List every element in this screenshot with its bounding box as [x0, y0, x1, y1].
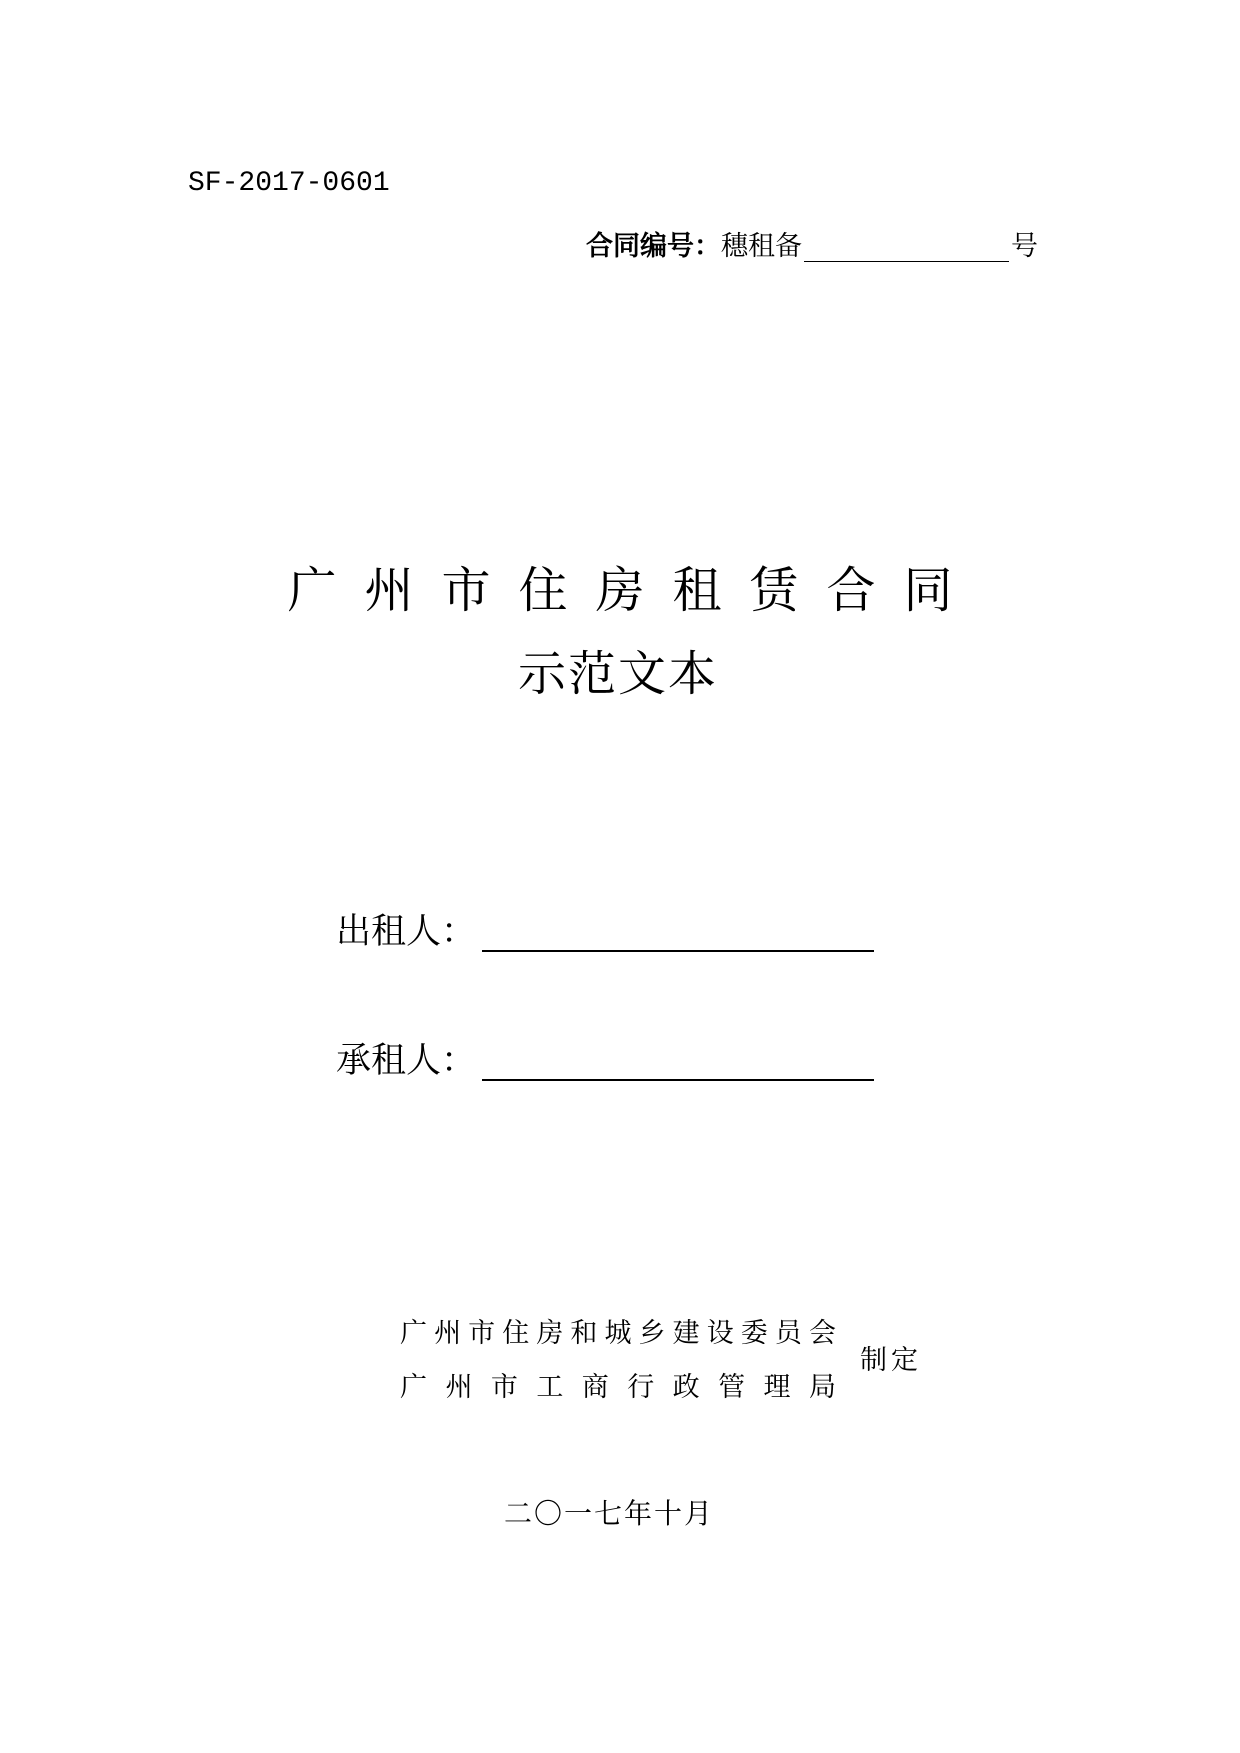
- issuer-char: 广: [400, 1318, 427, 1349]
- lessee-blank[interactable]: [482, 1039, 874, 1081]
- issued-label: 制定: [860, 1345, 922, 1376]
- issuer-char: 市: [468, 1318, 496, 1349]
- issuer-char: 市: [490, 1372, 518, 1403]
- issuer-char: 州: [445, 1372, 473, 1403]
- issuer-char: 员: [774, 1318, 802, 1349]
- issuer-char: 州: [434, 1318, 462, 1349]
- document-title: 广州市住房租赁合同: [287, 562, 981, 619]
- document-subtitle: 示范文本: [518, 646, 719, 702]
- issuer-char: 商: [581, 1372, 609, 1403]
- issuer-char: 政: [672, 1372, 700, 1403]
- lessor-label: 出租人：: [336, 912, 477, 952]
- contract-number-label: 合同编号：: [586, 231, 721, 262]
- issuer-char: 行: [627, 1372, 655, 1403]
- issuer-char: 委: [740, 1318, 768, 1349]
- issuer-1: [400, 1316, 836, 1352]
- lessee-row: [336, 1037, 874, 1085]
- lessee-label: 承租人：: [336, 1041, 477, 1081]
- lessor-blank[interactable]: [482, 910, 874, 952]
- issuer-char: 设: [706, 1318, 734, 1349]
- issuer-char: 管: [718, 1372, 746, 1403]
- issue-date: 二〇一七年十月: [504, 1497, 715, 1530]
- issuer-char: 城: [604, 1318, 632, 1349]
- contract-number-prefix: 穗租备: [721, 231, 802, 262]
- issuer-char: 局: [808, 1372, 836, 1403]
- contract-number-blank[interactable]: [804, 231, 1009, 262]
- issuer-char: 会: [808, 1318, 836, 1349]
- document-code: SF-2017-0601: [188, 168, 390, 199]
- issuer-char: 住: [502, 1318, 530, 1349]
- contract-number-suffix: 号: [1011, 231, 1038, 262]
- issuer-char: 和: [570, 1318, 598, 1349]
- issuer-char: 建: [672, 1318, 700, 1349]
- issuer-char: 乡: [638, 1318, 666, 1349]
- issuer-char: 广: [400, 1372, 427, 1403]
- issuer-char: 工: [536, 1372, 564, 1403]
- issuer-char: 理: [763, 1372, 791, 1403]
- issuer-char: 房: [536, 1318, 564, 1349]
- contract-number-row: [586, 229, 1038, 265]
- issuer-2: [400, 1370, 836, 1406]
- lessor-row: [336, 908, 874, 956]
